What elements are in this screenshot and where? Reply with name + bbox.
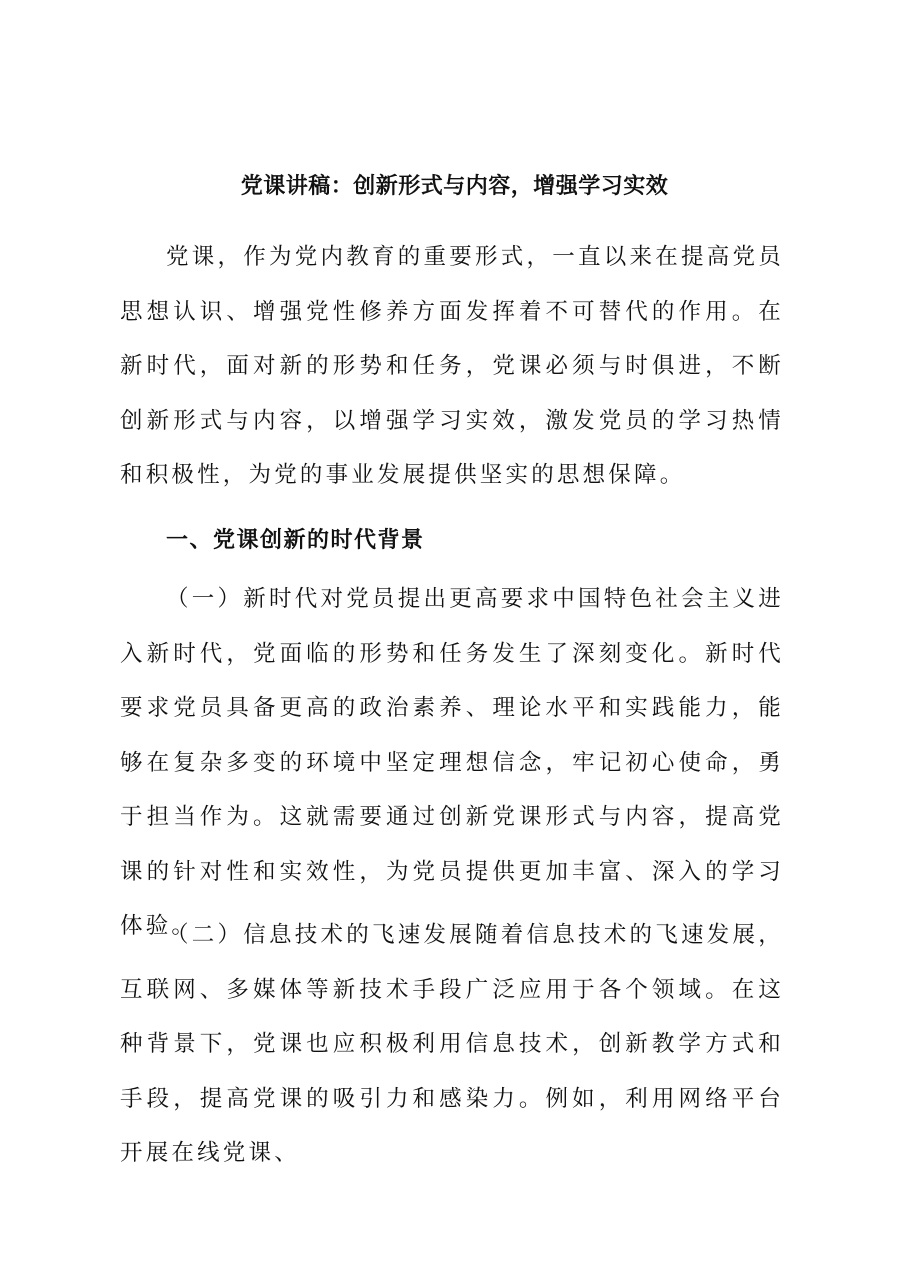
intro-paragraph: 党课，作为党内教育的重要形式，一直以来在提高党员思想认识、增强党性修养方面发挥着不可替代的作用。在新时代，面对新的形势和任务，党课必须与时俱进，不断创新形式与内容，以增强学习实效，激发党员的学习热情和积极性，为党的事业发展提供坚实的思想保障。	[120, 244, 784, 488]
subsection-paragraph-1: （一）新时代对党员提出更高要求中国特色社会主义进入新时代，党面临的形势和任务发生了深刻变化。新时代要求党员具备更高的政治素养、理论水平和实践能力，能够在复杂多变的环境中坚定理想信念，牢记初心使命，勇于担当作为。这就需要通过创新党课形式与内容，提高党课的针对性和实效性，为党员提供更加丰富、深入的学习体验。	[120, 586, 784, 939]
section-heading: 一、党课创新的时代背景	[166, 527, 425, 553]
document-title: 党课讲稿：创新形式与内容，增强学习实效	[240, 173, 669, 199]
subsection-paragraph-2: （二）信息技术的飞速发展随着信息技术的飞速发展，互联网、多媒体等新技术手段广泛应用于各个领域。在这种背景下，党课也应积极利用信息技术，创新教学方式和手段，提高党课的吸引力和感染力。例如，利用网络平台开展在线党课、	[120, 922, 784, 1166]
